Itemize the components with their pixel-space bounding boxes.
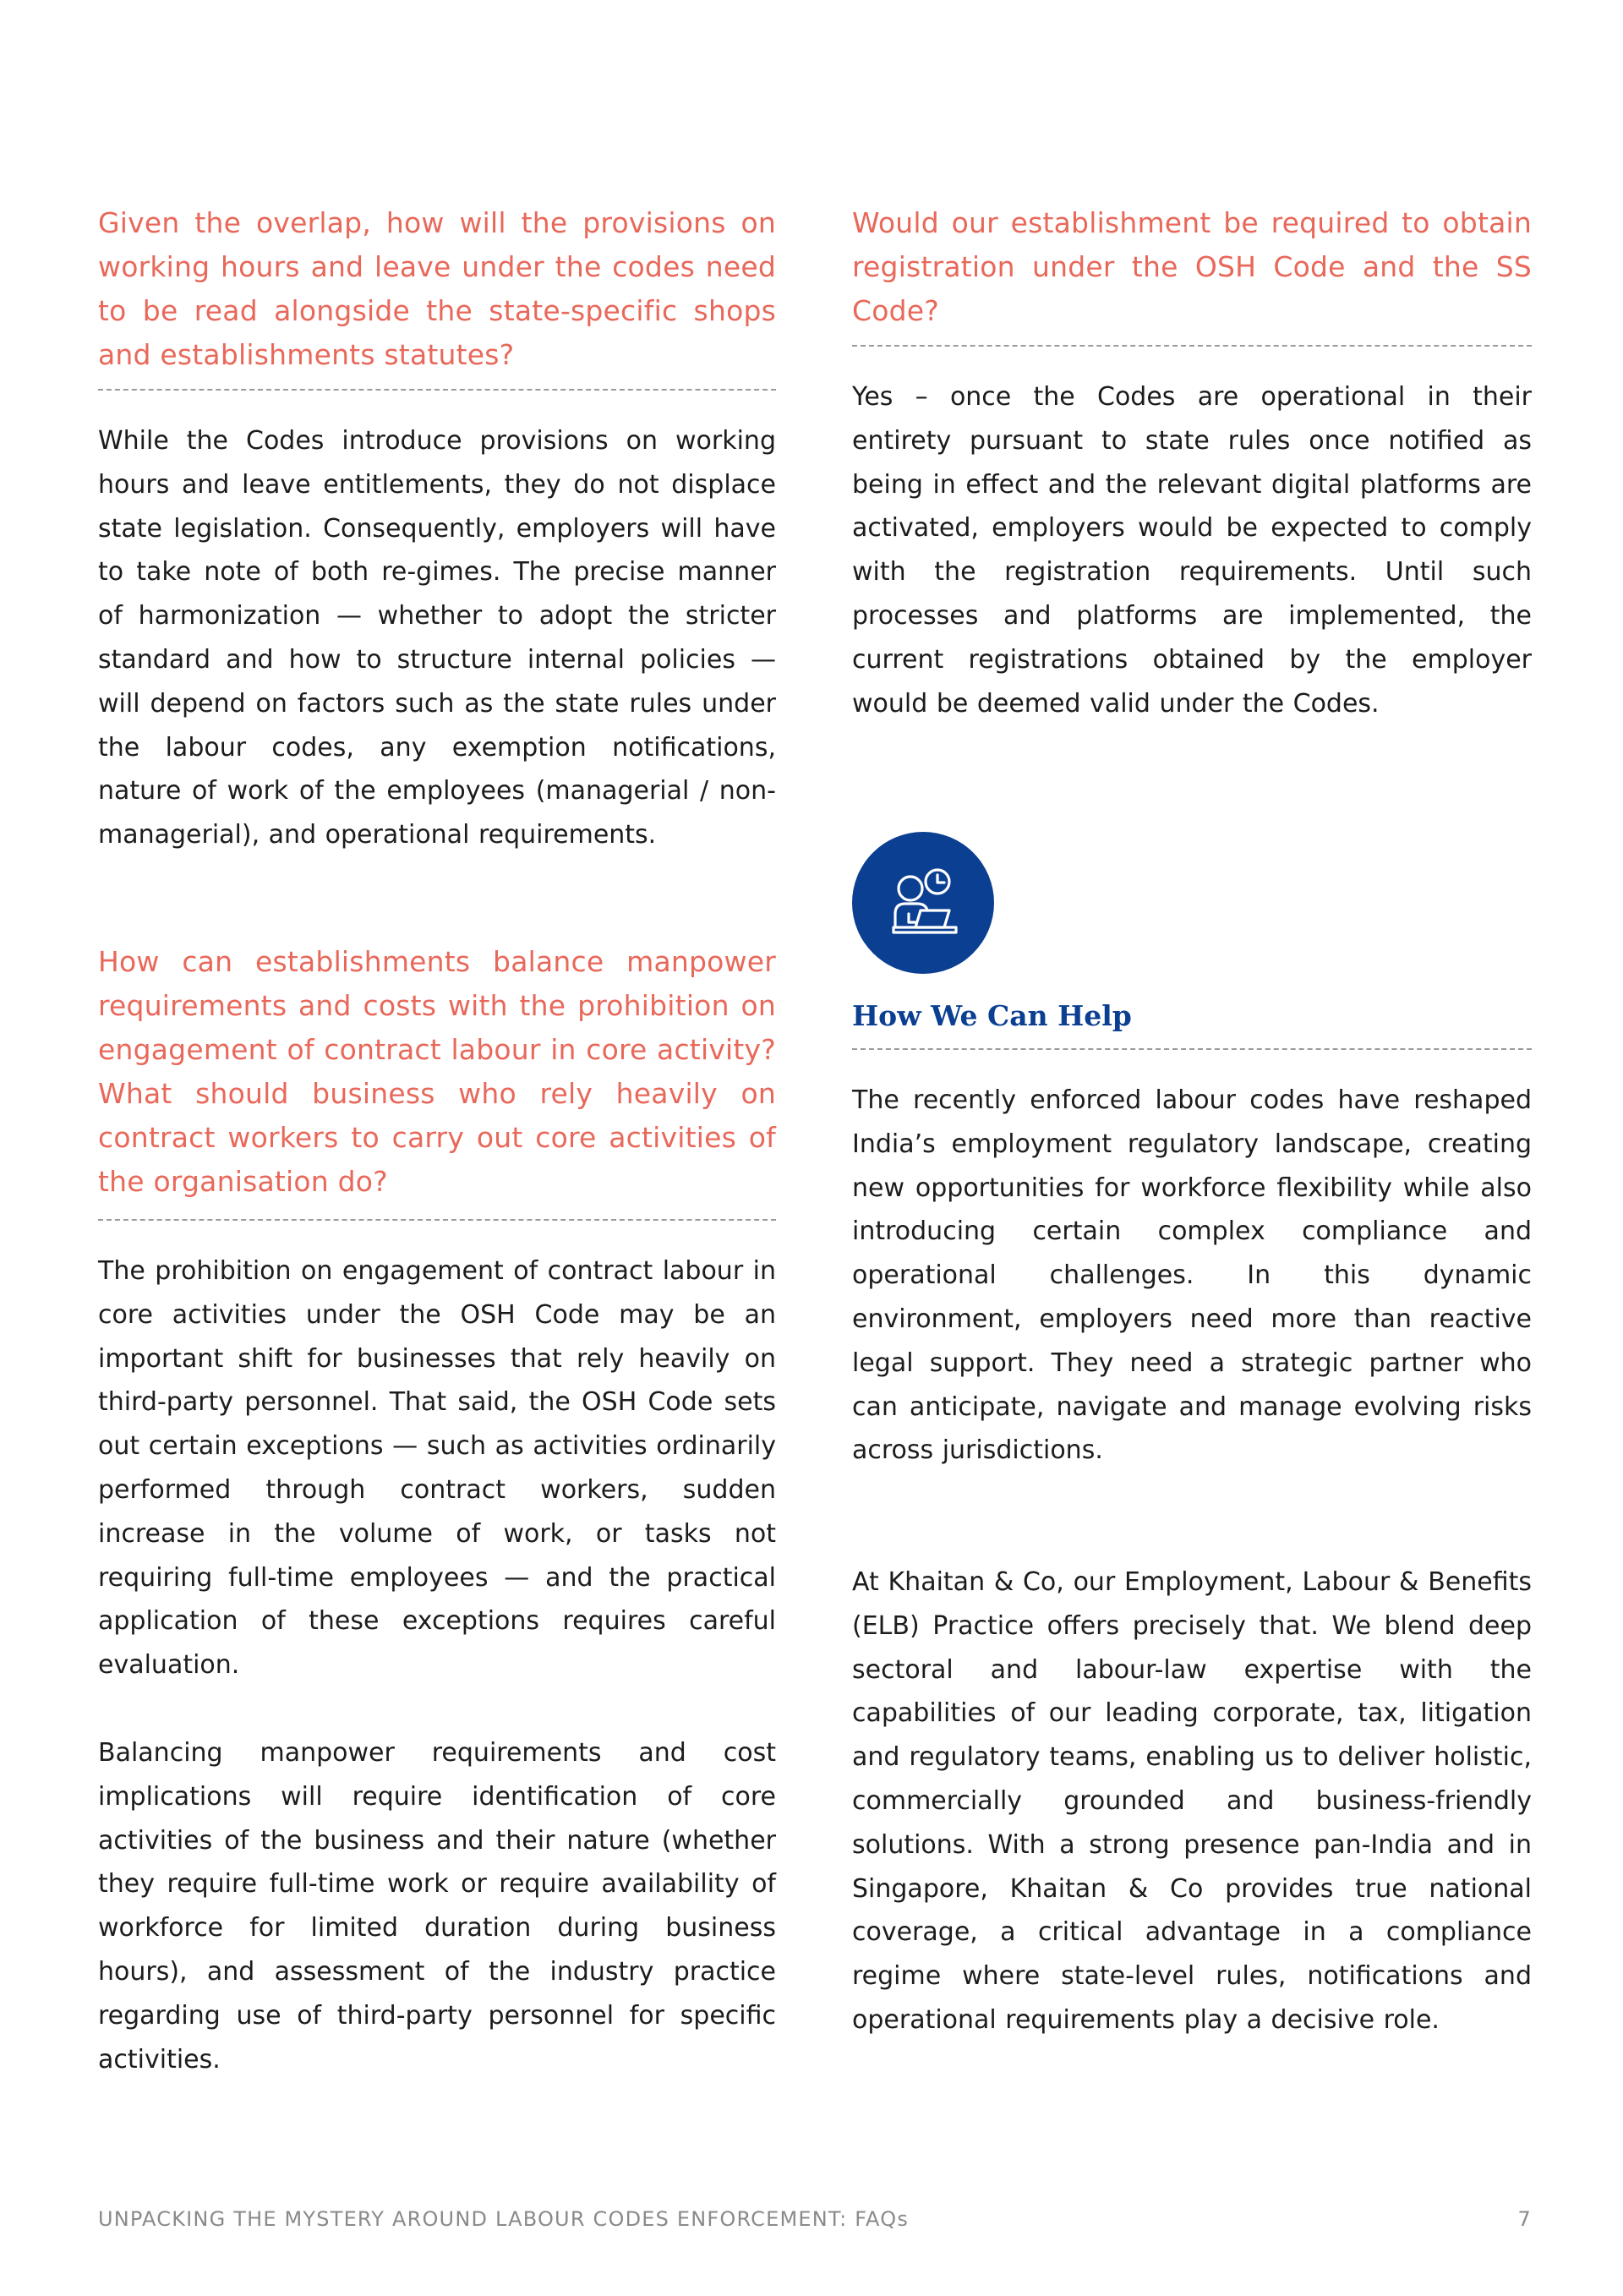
page-number: 7: [1517, 2207, 1532, 2231]
footer-document-title: UNPACKING THE MYSTERY AROUND LABOUR CODES ENFORCEMENT: FAQs: [98, 2207, 910, 2231]
divider: [852, 345, 1532, 347]
how-we-can-help-heading: How We Can Help: [852, 999, 1132, 1032]
help-paragraph-1: The recently enforced labour codes have reshaped India’s employment regulatory landscape, creating new opportunities for workforce flexibility while also introducing certain complex compliance and operational challenges. In this dynamic environment, employers need more than reactive legal support. They need a strategic partner who can anticipate, navigate and manage evolving risks across jurisdictions.: [852, 1085, 1532, 1466]
faq-answer-working-hours: While the Codes introduce provisions on working hours and leave entitlements, they do not displace state legislation. Consequently, employers will have to take note of both re-gimes. The precise manner of harmonization — whether to adopt the stricter standard and how to structure internal policies — will depend on factors such as the state rules under the labour codes, any exemption notifications, nature of work of the employees (managerial / non-managerial), and operational requirements.: [98, 426, 776, 850]
faq-question-working-hours: Given the overlap, how will the provisions on working hours and leave under the codes need to be read alongside the state-specific shops and establishments statutes?: [98, 206, 776, 371]
divider: [98, 389, 776, 391]
faq-answer-contract-labour-p2: Balancing manpower requirements and cost implications will require identification of core activities of the business and their nature (whether they require full-time work or require availability of workforce for limited duration during business hours), and assessment of the industry practice regarding use of third-party personnel for specific activities.: [98, 1738, 776, 2075]
faq-question-contract-labour: How can establishments balance manpower requirements and costs with the prohibition on engagement of contract labour in core activity? What should business who rely heavily on contract workers to carry out core activities of the organisation do?: [98, 945, 776, 1198]
divider: [98, 1219, 776, 1221]
faq-question-registration: Would our establishment be required to obtain registration under the OSH Code and the SS Code?: [852, 206, 1532, 327]
faq-answer-contract-labour-p1: The prohibition on engagement of contract labour in core activities under the OSH Code may be an important shift for businesses that rely heavily on third-party personnel. That said, the OSH Code sets out certain exceptions — such as activities ordinarily performed through contract workers, sudden increase in the volume of work, or tasks not requiring full-time employees — and the practical application of these exceptions requires careful evaluation.: [98, 1256, 776, 1681]
faq-answer-registration: Yes – once the Codes are operational in their entirety pursuant to state rules once notified as being in effect and the relevant digital platforms are activated, employers would be expected to comply with the registration requirements. Until such processes and platforms are implemented, the current registrations obtained by the employer would be deemed valid under the Codes.: [852, 382, 1532, 719]
person-laptop-clock-icon: [852, 832, 994, 974]
page-footer: [98, 2202, 1532, 2236]
divider: [852, 1048, 1532, 1050]
help-paragraph-2: At Khaitan & Co, our Employment, Labour & Benefits (ELB) Practice offers precisely that. We blend deep sectoral and labour-law expertise with the capabilities of our leading corporate, tax, litigation and regulatory teams, enabling us to deliver holistic, commercially grounded and business-friendly solutions. With a strong presence pan-India and in Singapore, Khaitan & Co provides true national coverage, a critical advantage in a compliance regime where state-level rules, notifications and operational requirements play a decisive role.: [852, 1567, 1532, 2035]
